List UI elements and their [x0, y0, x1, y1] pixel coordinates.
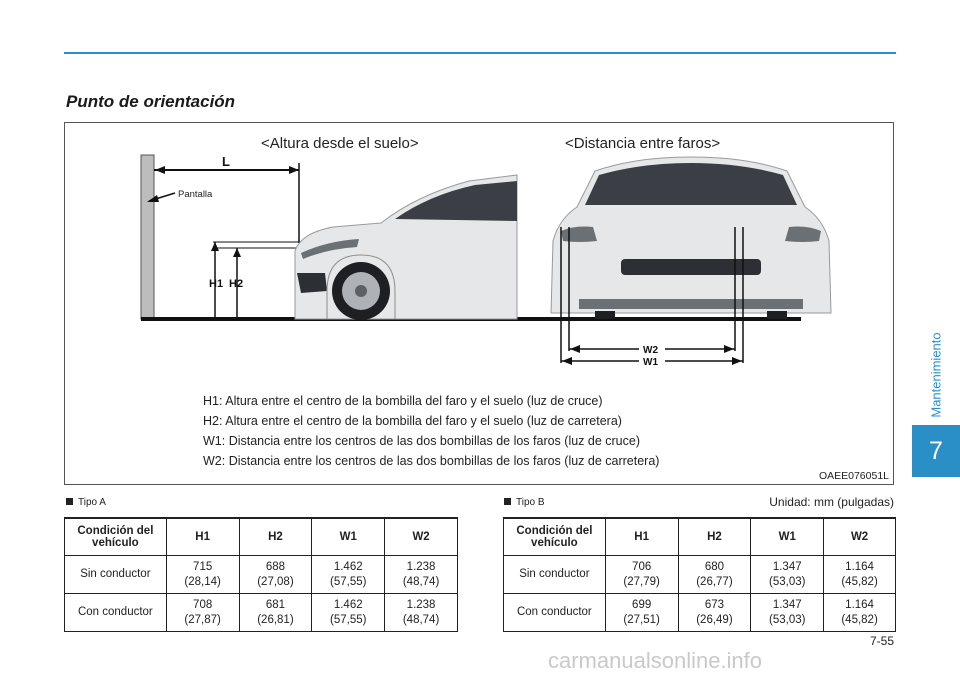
side-tab: [912, 0, 960, 676]
table-header-row: [504, 518, 896, 556]
bullet-square-icon: [66, 498, 73, 505]
label-L: L: [222, 154, 230, 169]
table-b-label: Tipo B: [504, 497, 545, 508]
figure-descriptions: [203, 391, 659, 471]
table-type-a: [64, 517, 458, 632]
header-w2: W2: [385, 518, 458, 556]
header-condition: Condición del vehículo: [504, 518, 606, 556]
section-title: Punto de orientación: [66, 92, 236, 111]
top-rule: [64, 52, 896, 54]
header-w2: W2: [824, 518, 896, 556]
figure-code: OAEE076051L: [818, 470, 889, 482]
header-h1: H1: [166, 518, 239, 556]
description-h2: H2: Altura entre el centro de la bombilla del faro y el suelo (luz de carretera): [203, 414, 622, 428]
label-screen: Pantalla: [178, 189, 213, 200]
heading-headlight-distance: <Distancia entre faros>: [565, 135, 721, 152]
bullet-square-icon: [504, 498, 511, 505]
table-row: Con conductor 699 (27,51) 673 (26,49) 1.347 (53,03) 1.164 (45,82): [504, 594, 896, 632]
table-type-b: [503, 517, 896, 632]
label-H2: H2: [229, 278, 244, 290]
heading-height-from-ground: <Altura desde el suelo>: [261, 135, 419, 152]
description-w2: W2: Distancia entre los centros de las dos bombillas de los faros (luz de carretera): [203, 454, 660, 468]
screen-post: [141, 155, 154, 319]
description-w1: W1: Distancia entre los centros de las dos bombillas de los faros (luz de cruce): [203, 434, 640, 448]
header-h2: H2: [239, 518, 312, 556]
description-h1: H1: Altura entre el centro de la bombilla del faro y el suelo (luz de cruce): [203, 394, 603, 408]
car-side-view: [295, 175, 517, 320]
header-w1: W1: [312, 518, 385, 556]
watermark: carmanualsonline.info: [548, 648, 763, 673]
headlight-aiming-figure: [64, 122, 894, 485]
header-w1: W1: [751, 518, 824, 556]
table-a-label: Tipo A: [66, 497, 106, 508]
table-row: Sin conductor 715 (28,14) 688 (27,08) 1.462 (57,55) 1.238 (48,74): [65, 556, 458, 594]
table-header-row: [65, 518, 458, 556]
label-W1: W1: [643, 357, 658, 368]
table-row: Con conductor 708 (27,87) 681 (26,81) 1.462 (57,55) 1.238 (48,74): [65, 594, 458, 632]
header-h2: H2: [678, 518, 751, 556]
header-h1: H1: [605, 518, 678, 556]
chapter-number: 7: [912, 425, 960, 477]
label-W2: W2: [643, 345, 658, 356]
header-condition: Condición del vehículo: [65, 518, 167, 556]
page-number: 7-55: [869, 634, 894, 648]
table-row: Sin conductor 706 (27,79) 680 (26,77) 1.347 (53,03) 1.164 (45,82): [504, 556, 896, 594]
section-tab-label: Mantenimiento: [928, 332, 944, 418]
label-H1: H1: [209, 278, 224, 290]
unit-label: Unidad: mm (pulgadas): [769, 495, 894, 509]
car-front-view: [551, 157, 831, 319]
